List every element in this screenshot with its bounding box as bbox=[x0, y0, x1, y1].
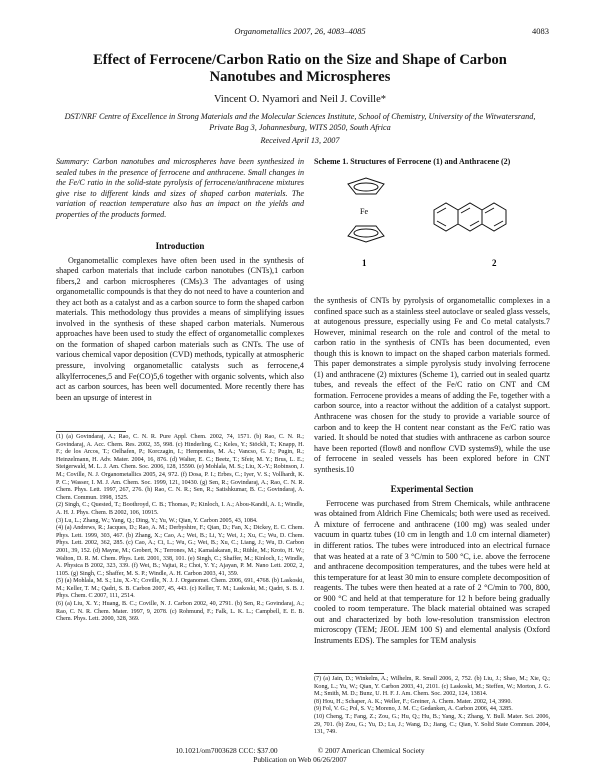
scheme-1 bbox=[314, 157, 550, 292]
reference-item: (5) (a) Mohlala, M. S.; Liu, X.-Y.; Coville, N. J. J. Organomet. Chem. 2006, 691, 4768. (b) Laskoski, M.; Keller, T. M.; Qadri, S. B. Carbon 2007, 45, 443. (c) Keller, T. M.; Laskoski, M.; Qadri, S. B. J. Phys. Chem. C 2007, 111, 2514. bbox=[56, 578, 304, 600]
running-head bbox=[0, 26, 600, 38]
page-number: 4083 bbox=[532, 26, 549, 36]
reference-item: (3) Lu, L.; Zhang, W.; Yang, Q.; Ding, Y.; Yu, W.; Qian, Y. Carbon 2005, 43, 1084. bbox=[56, 517, 258, 524]
reference-item: (8) Hou, H.; Schaper, A. K.; Weller, F.; Greiner, A. Chem. Mater. 2002, 14, 3990. bbox=[314, 698, 512, 705]
article-title: Effect of Ferrocene/Carbon Ratio on the Size and Shape of Carbon Nanotubes and Microspheres bbox=[93, 52, 507, 85]
references-left bbox=[56, 434, 304, 624]
ferrocene-number-label: 1 bbox=[362, 258, 367, 268]
copyright: © 2007 American Chemical Society bbox=[317, 746, 425, 755]
received-date: Received April 13, 2007 bbox=[260, 136, 340, 145]
introduction-paragraph: Organometallic complexes have often been used in the synthesis of shaped carbon materials that include carbon nanotubes (CNTs),1 carbon fibers,2 and carbon microspheres (CMs).3 The advantages of using organometallic compounds is that they do not need to have a counterion and they act both as a catalyst and as a carbon source to form the shaped carbon materials. This methodology thus provides a means of simplifying issues involved in the synthesis of these shaped carbon materials. Numerous approaches have been used to study the effect of organometallic complexes on the formation of shaped carbon materials such as CNTs. The use of various chemical vapor deposition (CVD) methods, typically at atmospheric pressure, involving organometallic catalysts such as ferrocene,4 alkylferrocenes,5 and Fe(CO)5,6 together with organic solvents, which also act as carbon sources, has been well documented. More recently there has been an upsurge of interest in bbox=[56, 255, 304, 402]
introduction-continuation: the synthesis of CNTs by pyrolysis of organometallic complexes in a confined space such as a stainless steel autoclave or sealed glass vessels, at autogenous pressure, especially using Fe and Co metal catalysts.7 However, minimal research on the role and control of the metal to carbon ratio in the synthesis of CNTs has been documented, even though this is known to impact on the shaped carbon materials formed. This paper demonstrates a simple pyrolysis study involving ferrocene (1) and anthracene (2) mixtures (Scheme 1), carried out in sealed quartz tubes, and reveals the effect of the Fe/C ratio on CNT and CM formation. Ferrocene provides a means of adding the Fe, together with a carbon source, into a reactor without the addition of a catalyst support. Anthracene was chosen for the study to provide a variable source of carbon and to keep the H content near constant as the Fe/C ratio was varied. It should be noted that studies with anthracene as carbon source have been reported (flow8 and nonflow CVD systems9), while the use of ferrocene in sealed vessels has been explored before in CNT synthesis.10 bbox=[314, 296, 550, 474]
experimental-paragraph: Ferrocene was purchased from Strem Chemicals, while anthracene was obtained from Aldrich Fine Chemicals; both were used as received. A mixture of ferrocene and anthracene (100 mg) was sealed under vacuum in quartz tubes (10 cm in length and 1.0 cm internal diameter) in different ratios. The tubes were introduced into an electrical furnace that was heated at a rate of 3 °C/min to 500 °C, i.e. above the ferrocene and anthracene decomposition temperatures, and the tubes were held at this temperature for at least 30 min to ensure complete decomposition of reagents. The tubes were then heated at a rate of 2 °C/min to 700, 800, or 900 °C and held at that temperature for 12 h before being gradually cooled to room temperature. The black material obtained was scraped out and characterized by both low-resolution transmission electron microscopy (TEM; JEOL JEM 100 S) and elemental analysis (Oxford Instruments EDS). The samples for TEM analysis bbox=[314, 498, 550, 645]
page-footer bbox=[60, 746, 540, 764]
anthracene-structure bbox=[434, 203, 506, 231]
reference-item: (9) Fol, V. G.; Pol, S. V.; Moreno, J. M. C.; Gedanken, A. Carbon 2006, 44, 3285. bbox=[314, 706, 513, 713]
reference-item: (1) (a) Govindaraj, A.; Rao, C. N. R. Pure Appl. Chem. 2002, 74, 1571. (b) Rao, C. N. R.; Govindaraj, A. Acc. Chem. Res. 2002, 35, 998. (c) Hinderling, C.; Keles, Y.; Stöckli, T.; Knapp, H. F.; de los Arcos, T.; Oelhafen, P.; Korczagin, I.; Hempenius, M. A.; Vancso, G. J.; Pugin, R.; Heinzelmann, H. Adv. Mater. 2004, 16, 876. (d) Walter, E. C.; Beetz, T.; Sfeir, M. Y.; Brus, L. E.; Steigerwald, M. L. J. Am. Chem. Soc. 2006, 128, 15590. (e) Mohlala, M. S.; Liu, X.-Y.; Robinson, J. M.; Coville, N. J. Organometallics 2005, 24, 972. (f) Dosa, P. I.; Erbes, C.; Iyer, V. S.; Vollhardt, K. P. C.; Wasser, I. M. J. Am. Chem. Soc. 1999, 121, 10430. (g) Sen, R.; Govindaraj, A.; Rao, C. N. R. Chem. Phys. Lett. 1997, 267, 276. (h) Rao, C. N. R.; Sen, R.; Satishkumar, B. C.; Govindaraj, A. Chem. Commun. 1998, 1525. bbox=[56, 434, 304, 501]
left-column bbox=[56, 238, 304, 403]
reference-item: (7) (a) Jain, D.; Winkelm, A.; Wilhelm, R. Small 2006, 2, 752. (b) Liu, J.; Shao, M.; Xie, Q.; Kong, L.; Yu, W.; Qian, Y. Carbon 2003, 41, 2101. (c) Laskoski, M.; Steffen, W.; Morton, J. G. M.; Smith, M. D.; Bunz, U. H. F. J. Am. Chem. Soc. 2002, 124, 13814. bbox=[314, 676, 550, 698]
journal-citation: Organometallics 2007, 26, 4083–4085 bbox=[234, 26, 366, 36]
doi-price: 10.1021/om7003628 CCC: $37.00 bbox=[175, 746, 278, 755]
right-column bbox=[314, 296, 550, 647]
reference-item: (4) (a) Andrews, R.; Jacques, D.; Rao, A. M.; Derbyshire, F.; Qian, D.; Fan, X.; Dickey, E. C. Chem. Phys. Lett. 1999, 303, 467. (b) Zhang, X.; Cao, A.; Wei, B.; Li, Y.; Wei, J.; Xu, C.; Wu, D. Chem. Phys. Lett. 2002, 362, 285. (c) Cao, A.; Ci, L.; Wu, G.; Wei, B.; Xu, C.; Liang, J.; Wu, D. Carbon 2001, 39, 152. (d) Mayne, M.; Grobert, N.; Terrones, M.; Kamalakaran, R.; Rühle, M.; Kroto, H. W.; Walton, D. R. M. Chem. Phys. Lett. 2001, 338, 101. (e) Singh, C.; Shaffer, M.; Kinloch, I.; Windle, A. Physica B 2002, 323, 339. (f) Wei, B.; Vajtai, R.; Choi, Y. Y.; Ajayan, P. M. Nano Lett. 2002, 2, 1105. (g) Singh, C.; Shaffer, M. S. P.; Windle, A. H. Carbon 2003, 41, 359. bbox=[56, 525, 304, 577]
scheme-caption: Scheme 1. Structures of Ferrocene (1) and Anthracene (2) bbox=[314, 157, 511, 166]
reference-item: (2) Singh, C.; Quested, T.; Boothroyd, C. B.; Thomas, P.; Kinloch, I. A.; Abou-Kandil, A. I.; Windle, A. H. J. Phys. Chem. B 2002, 106, 10915. bbox=[56, 502, 304, 516]
article-summary: Summary: Carbon nanotubes and microspheres have been synthesized in sealed tubes in the presence of ferrocene and anthracene. Small changes in the Fe/C ratio in the solid-state pyrolysis of ferrocene/anthracene mixtures give rise to different kinds and sizes of shaped carbon materials. The variation of reaction temperature also has an impact on the yields and properties of the products formed. bbox=[56, 157, 304, 219]
author-affiliation: DST/NRF Centre of Excellence in Strong Materials and the Molecular Sciences Institute, School of Chemistry, University of the Witwatersrand, Private Bag 3, Johannesburg, WITS 2050, South Africa bbox=[64, 112, 536, 132]
anthracene-number-label: 2 bbox=[492, 258, 497, 268]
introduction-heading: Introduction bbox=[155, 241, 205, 251]
ferrocene-fe-label: Fe bbox=[360, 207, 368, 216]
references-divider-left bbox=[56, 431, 126, 432]
references-right bbox=[314, 676, 550, 737]
experimental-heading: Experimental Section bbox=[390, 484, 474, 495]
scheme-structures bbox=[314, 170, 550, 288]
publication-date: Publication on Web 06/26/2007 bbox=[253, 755, 347, 764]
article-authors: Vincent O. Nyamori and Neil J. Coville* bbox=[213, 94, 386, 105]
reference-item: (10) Cheng, T.; Fang, Z.; Zou, G.; Hu, Q.; Hu, B.; Yang, X.; Zhang, Y. Bull. Mater. Sci. 2006, 29, 701. (b) Zou, G.; Yu, D.; Lu, J.; Wang, D.; Jiang, C.; Qian, Y. Solid State Commun. 2004, 131, 749. bbox=[314, 713, 550, 736]
reference-item: (6) (a) Liu, X. Y.; Huang, B. C.; Coville, N. J. Carbon 2002, 40, 2791. (b) Sen, R.; Govindaraj, A.; Rao, C. N. R. Chem. Mater. 1997, 9, 2078. (c) Rohmund, F.; Falk, L. K. L.; Campbell, E. E. B. Chem. Phys. Lett. 2000, 328, 369. bbox=[56, 601, 304, 623]
references-divider-right bbox=[314, 673, 384, 674]
